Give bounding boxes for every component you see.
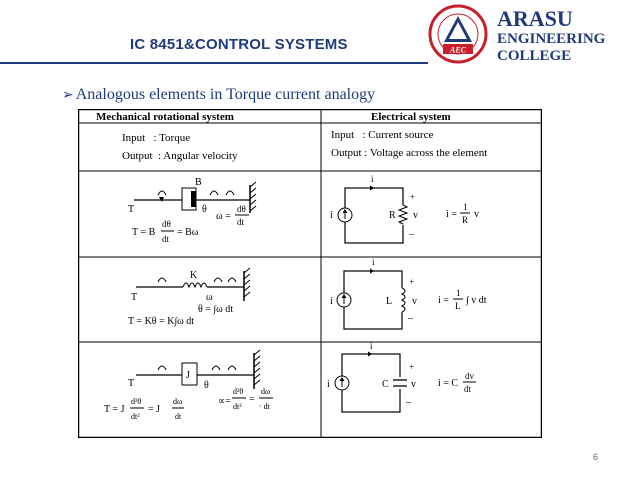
alpha-frac2-den: · dt (259, 402, 270, 411)
alpha-eq-sign: = (249, 394, 255, 405)
inertia-eq-tail: = J (148, 404, 161, 415)
resistor-eq: i = (446, 209, 457, 220)
spring-theta-eq: θ = ∫ω dt (198, 304, 234, 315)
plus-1: + (410, 192, 416, 202)
college-logo (428, 4, 488, 64)
bullet-arrow-icon: ➢ (62, 87, 74, 103)
plus-2: + (409, 277, 415, 287)
mech-output-text: Output : Angular velocity (122, 150, 238, 162)
voltage-1: v (413, 210, 418, 221)
omega-frac-den: dt (237, 217, 245, 227)
voltage-3: v (411, 379, 416, 390)
inductor-circuit (337, 269, 407, 330)
inertia-label: J (186, 370, 190, 381)
inertia-frac-den: dt² (131, 412, 140, 421)
source-current-3: i (327, 379, 330, 390)
resistor-label: R (389, 210, 396, 221)
col-header-mechanical: Mechanical rotational system (96, 111, 234, 123)
inertia-frac-num: d²θ (131, 397, 142, 406)
omega-symbol-2: ω (206, 292, 213, 303)
course-title: IC 8451&CONTROL SYSTEMS (130, 36, 348, 53)
inertia-diagram (136, 350, 260, 389)
capacitor-frac-den: dt (464, 384, 472, 394)
alpha-eq-label: ∝= (218, 396, 231, 407)
college-line3: COLLEGE (497, 48, 572, 64)
slide-heading (62, 86, 375, 104)
inductor-frac-den: L (455, 301, 461, 311)
analogy-table (78, 109, 542, 438)
alpha-frac2-num: dω (261, 387, 271, 396)
theta-symbol-3: θ (204, 380, 209, 391)
college-name (497, 8, 605, 64)
resistor-circuit (338, 186, 408, 244)
alpha-frac-den: dt² (233, 402, 242, 411)
college-line2: ENGINEERING (497, 31, 606, 47)
mech-input-text: Input : Torque (122, 132, 191, 144)
header-divider (0, 62, 428, 64)
inductor-frac-num: 1 (456, 288, 461, 298)
omega-frac-num: dθ (237, 204, 246, 214)
logo-text: AEC (449, 45, 467, 55)
alpha-frac-num: d²θ (233, 387, 244, 396)
page-number: 6 (592, 452, 598, 462)
damper-eq-tail: = Bω (177, 227, 199, 238)
capacitor-label: C (382, 379, 389, 390)
minus-2: – (408, 313, 413, 324)
capacitor-frac-num: dv (465, 371, 474, 381)
inductor-eq-tail: ∫ v dt (466, 295, 487, 306)
spring-eq: T = Kθ = K∫ω dt (128, 316, 195, 327)
current-symbol-2: i (372, 257, 375, 267)
damper-eq-num: dθ (162, 219, 171, 229)
capacitor-eq: i = C (438, 378, 459, 389)
damper-label: B (195, 177, 202, 188)
damper-eq-lhs: T = B (132, 227, 156, 238)
torque-symbol: T (128, 204, 135, 215)
plus-3: + (409, 362, 415, 372)
voltage-2: v (412, 296, 417, 307)
torque-symbol-2: T (131, 292, 138, 303)
inertia-eq-lhs: T = J (104, 404, 125, 415)
resistor-eq-tail: v (474, 209, 479, 220)
inductor-eq: i = (438, 295, 449, 306)
inductor-label: L (386, 296, 393, 307)
college-line1: ARASU (497, 6, 573, 31)
omega-eq-label: ω = (216, 211, 231, 222)
inertia-frac2-num: dω (173, 397, 183, 406)
torque-symbol-3: T (128, 378, 135, 389)
col-header-electrical: Electrical system (371, 111, 451, 123)
minus-1: – (409, 229, 414, 240)
current-symbol-3: i (370, 341, 373, 351)
resistor-frac-den: R (462, 215, 469, 225)
spring-label: K (190, 270, 198, 281)
slide-heading-text: Analogous elements in Torque current analogy (75, 86, 376, 103)
source-current-1: i (330, 210, 333, 221)
damper-eq-den: dt (162, 234, 170, 244)
source-current-2: i (330, 296, 333, 307)
elec-output-text: Output : Voltage across the element (331, 147, 488, 159)
capacitor-circuit (335, 352, 407, 413)
elec-input-text: Input : Current source (331, 129, 434, 141)
current-symbol-1: i (371, 174, 374, 184)
theta-symbol: θ (202, 204, 207, 215)
inertia-frac2-den: dt (175, 412, 182, 421)
resistor-frac-num: 1 (463, 202, 468, 212)
minus-3: – (406, 397, 411, 408)
